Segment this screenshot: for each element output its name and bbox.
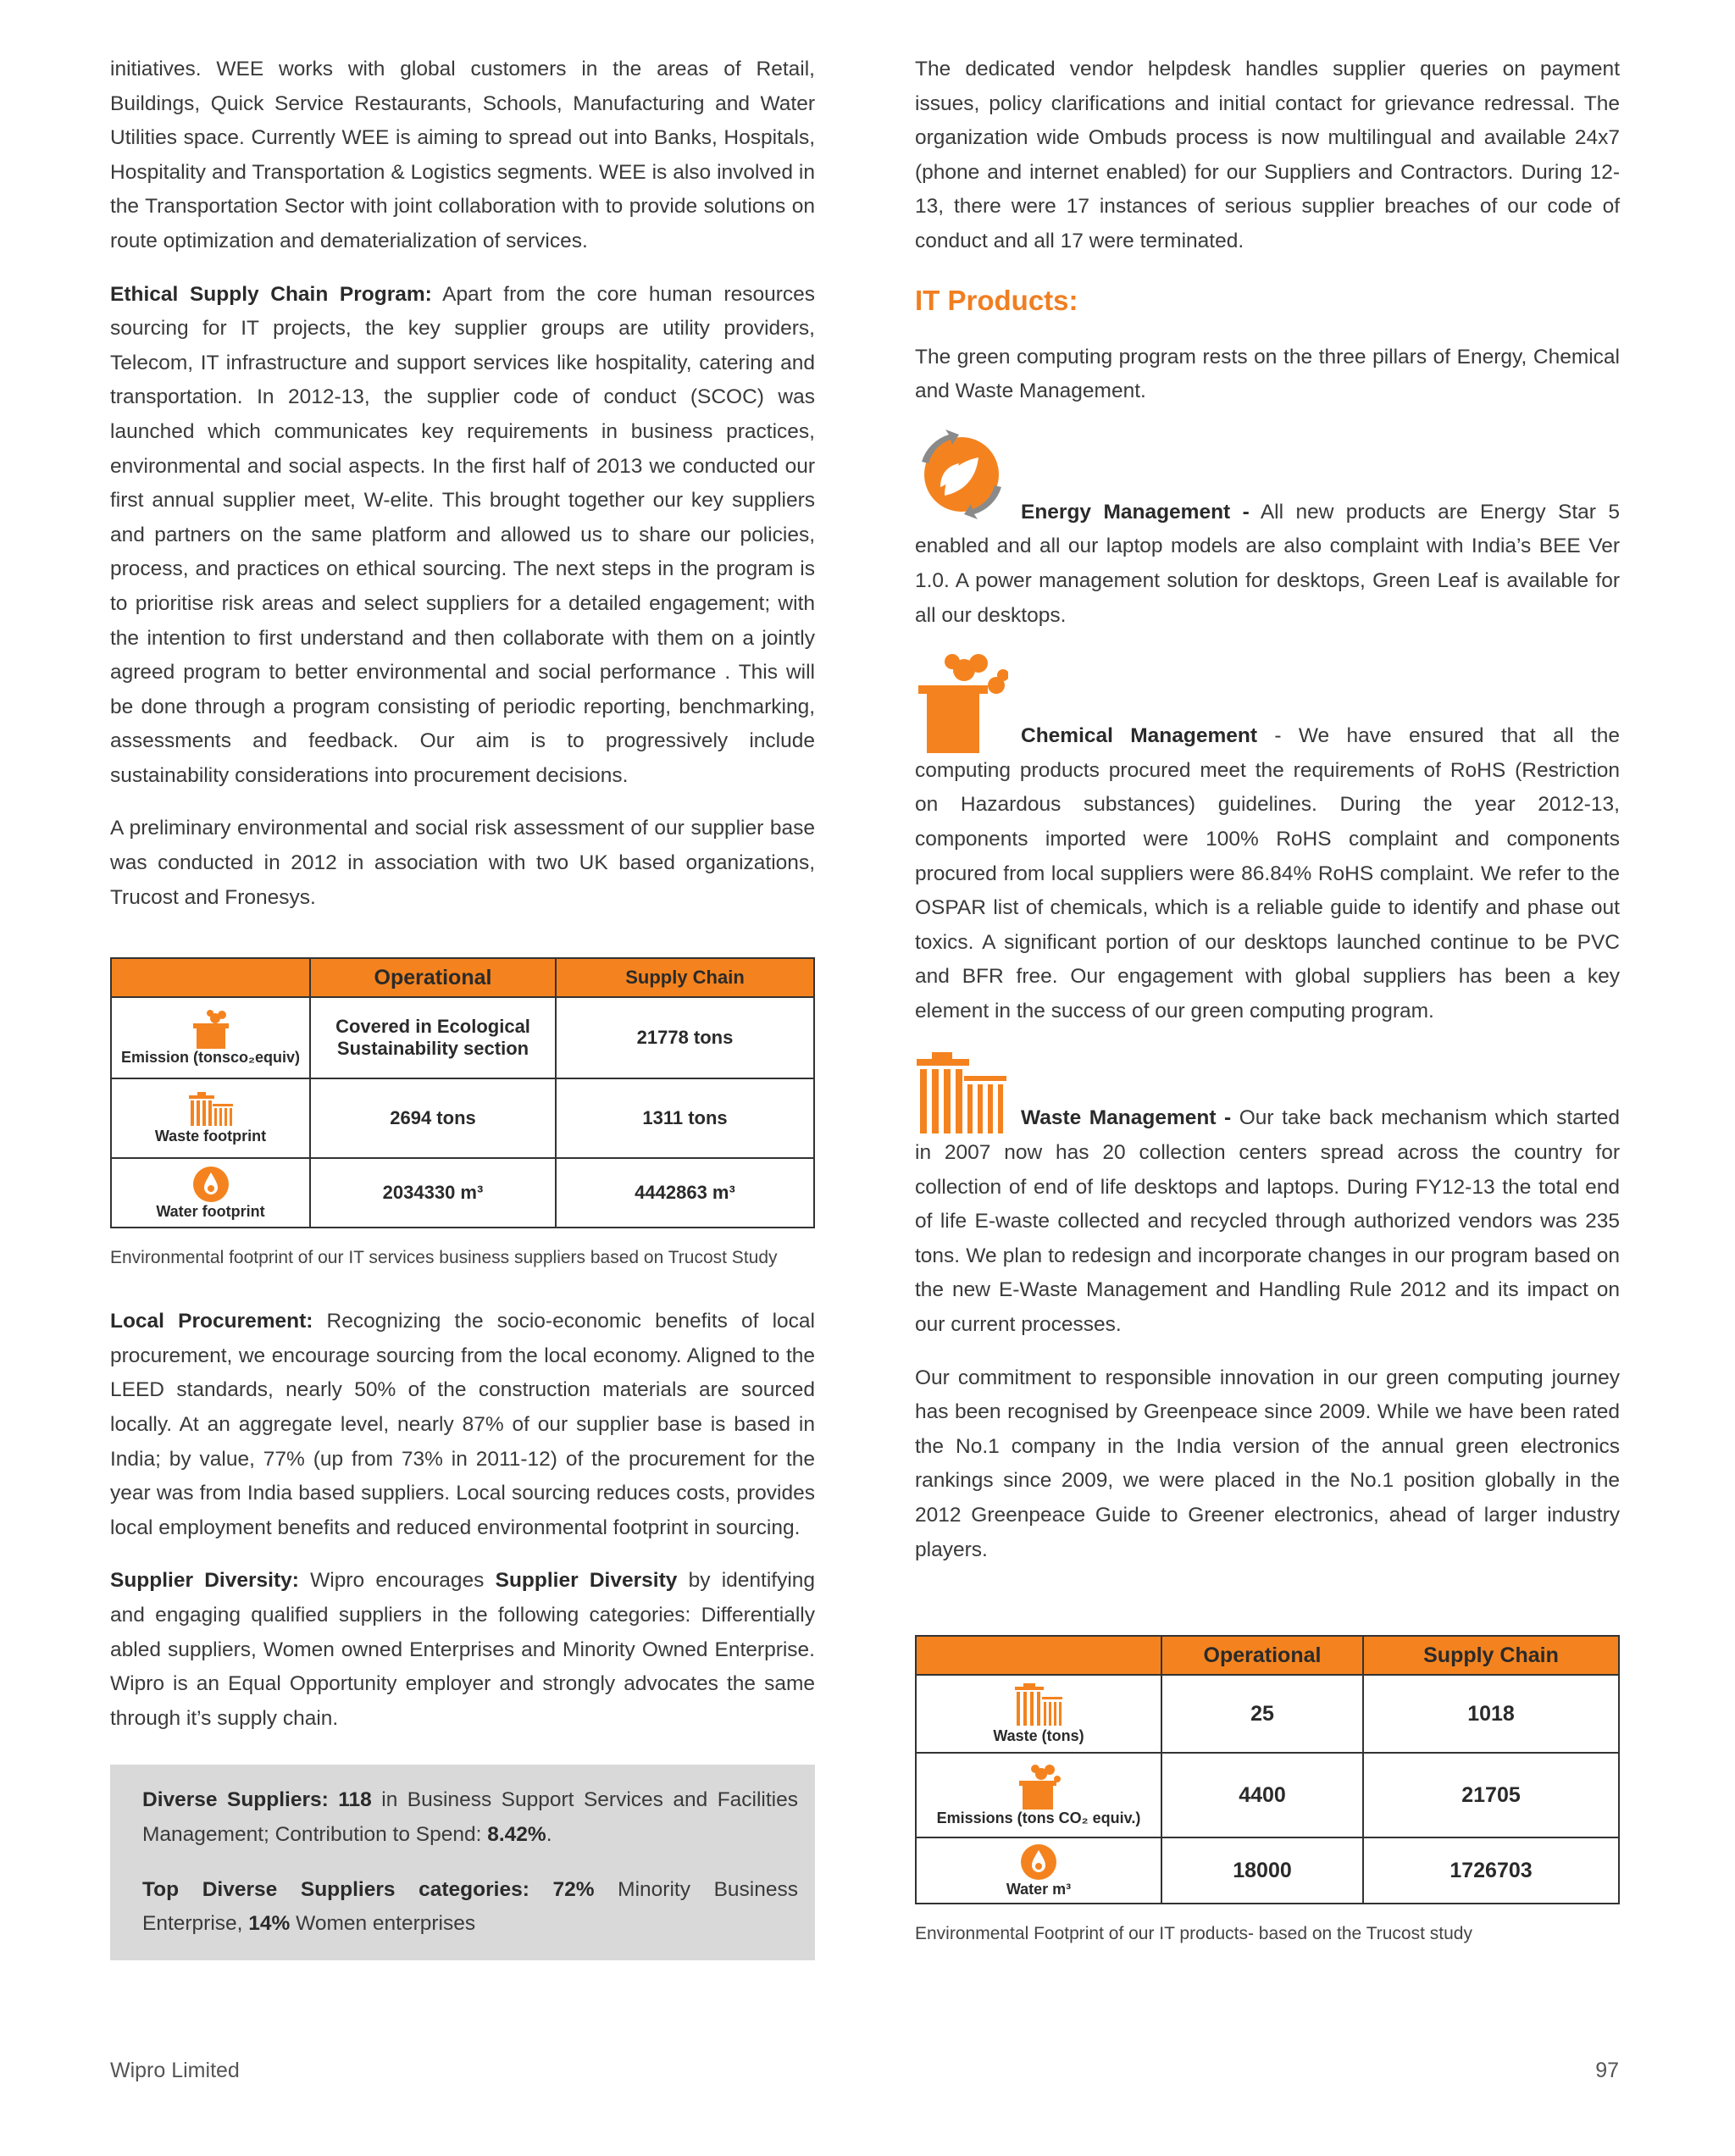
row-label: Waste footprint — [154, 1127, 267, 1145]
table-row — [111, 1078, 814, 1158]
top-categories-line — [142, 1873, 798, 1942]
operational-cell: Covered in Ecological Sustainability section — [310, 997, 556, 1078]
waste-text: Our take back mechanism which started in 2007 now has 20 collection centers spread across the country for collection of end of life desktops and laptops. During FY12-13 the total end of life E-waste collected and recycled through authorized vendors was 235 tons. We plan to redesign and incorporate changes in our program based on the new E-Waste Management and Handling Rule 2012 and its impact on our current processes. — [915, 1106, 1621, 1337]
chemical-title: Chemical Management — [1021, 724, 1258, 748]
operational-cell: 2694 tons — [310, 1078, 556, 1158]
table-row — [111, 997, 814, 1078]
water-drop-icon — [192, 1166, 230, 1203]
women-text: Women enterprises — [290, 1912, 476, 1936]
operational-cell: 2034330 m³ — [310, 1158, 556, 1228]
local-text: Recognizing the socio-economic benefits of local procurement, we encourage sourcing from the local economy. Aligned to the LEED standards, nearly 50% of the construction materials are sourced locally. At an aggregate level, nearly 87% of our supplier base is based in India; by value, 77% (up from 73% in 2011-12) of the procurement for the year was from India based suppliers. Local sourcing reduces costs, provides local employment benefits and reduced environmental footprint in sourcing. — [110, 1310, 815, 1539]
energy-text: All new products are Energy Star 5 enabled and all our laptop models are also complaint with India’s BEE Ver 1.0. A power management solution for desktops, Green Leaf is available for all our desktops. — [915, 500, 1620, 627]
it-products-footprint-table — [915, 1635, 1620, 1904]
supply-chain-cell: 4442863 m³ — [556, 1158, 814, 1228]
contribution-value: 8.42% — [487, 1822, 546, 1846]
supply-chain-cell: 1311 tons — [556, 1078, 814, 1158]
row-label-cell — [916, 1675, 1161, 1753]
row-label: Water footprint — [156, 1202, 265, 1220]
table-row — [916, 1753, 1619, 1837]
table-header-empty — [916, 1636, 1161, 1675]
table-header-operational: Operational — [310, 958, 556, 997]
factory-icon — [915, 651, 1008, 753]
diversity-bold: Supplier Diversity — [495, 1569, 678, 1593]
it-products-table-caption: Environmental Footprint of our IT products- based on the Trucost study — [915, 1924, 1472, 1944]
women-percent: 14% — [248, 1912, 291, 1936]
ethical-text: Apart from the core human resources sourcing for IT projects, the key supplier groups are utility providers, Telecom, IT infrastructure and support services like hospitality, catering and transportation. In 2012-13, the supplier code of conduct (SCOC) was launched which communicates key requirements in business practices, environmental and social aspects. In the first half of 2013 we conducted our first annual supplier meet, W-elite. This brought together our key suppliers and partners on the same platform and allowed us to share our policies, process, and practices on ethical sourcing. The next steps in the program is to prioritise risk areas and select suppliers for a detailed engagement; with the intention to first understand and then collaborate with them on a jointly agreed program to better environmental and social performance . This will be done through a program consisting of periodic reporting, benchmarking, assessments and feedback. Our aim is to progressively include sustainability considerations into procurement decisions. — [110, 282, 815, 787]
diverse-suppliers-count: Diverse Suppliers: 118 — [142, 1788, 372, 1812]
operational-cell: 4400 — [1161, 1753, 1363, 1837]
row-label-cell — [916, 1837, 1161, 1904]
waste-bin-icon — [1013, 1683, 1064, 1727]
row-label: Water m³ — [1006, 1880, 1072, 1898]
row-label: Emissions (tons CO₂ equiv.) — [936, 1809, 1141, 1826]
row-label-cell — [111, 1158, 310, 1228]
ethical-supply-paragraph — [110, 278, 815, 794]
table-row — [916, 1675, 1619, 1753]
factory-icon — [190, 1010, 232, 1049]
table-header-operational: Operational — [1161, 1636, 1363, 1675]
recycle-leaf-icon — [915, 428, 1008, 521]
table-row — [916, 1837, 1619, 1904]
local-procurement-paragraph — [110, 1305, 815, 1545]
ethical-title: Ethical Supply Chain Program: — [110, 282, 432, 306]
supply-chain-cell: 21778 tons — [556, 997, 814, 1078]
right-column — [915, 53, 1620, 1981]
chemical-paragraph — [915, 651, 1620, 1028]
operational-cell: 25 — [1161, 1675, 1363, 1753]
vendor-helpdesk-paragraph: The dedicated vendor helpdesk handles supplier queries on payment issues, policy clarifications and initial contact for grievance redressal. The organization wide Ombuds process is now multilingual and available 24x7 (phone and internet enabled) for our Suppliers and Contractors. During 12-13, there were 17 instances of serious supplier breaches of our code of conduct and all 17 were terminated. — [915, 58, 1620, 252]
diversity-text-2: by identifying and engaging qualified suppliers in the following categories: Differentially abled suppliers, Women owned Enterprises and Minority Owned Enterprise. Wipro is an Equal Opportunity employer and strongly advocates the same through it’s supply chain. — [110, 1569, 816, 1730]
supply-chain-cell: 21705 — [1363, 1753, 1619, 1837]
table-header-supply-chain: Supply Chain — [556, 958, 814, 997]
diversity-title: Supplier Diversity: — [110, 1569, 299, 1593]
diversity-summary-box — [110, 1765, 815, 1959]
waste-title: Waste Management - — [1021, 1106, 1232, 1130]
row-label: Emission (tonsco₂equiv) — [120, 1048, 301, 1066]
minority-text: Minority Business Enterprise, — [142, 1877, 798, 1936]
table-header-row — [916, 1636, 1619, 1675]
supplier-table-caption: Environmental footprint of our IT services business suppliers based on Trucost Study — [110, 1248, 778, 1268]
top-categories-label: Top Diverse Suppliers categories: 72% — [142, 1877, 595, 1901]
diversity-text: Wipro encourages — [298, 1569, 496, 1593]
supply-chain-cell: 1726703 — [1363, 1837, 1619, 1904]
local-title: Local Procurement: — [110, 1310, 313, 1333]
green-computing-paragraph: The green computing program rests on the three pillars of Energy, Chemical and Waste Management. — [915, 345, 1620, 403]
waste-section — [915, 1052, 1620, 1342]
waste-bin-icon — [915, 1052, 1008, 1133]
supplier-footprint-table — [110, 957, 815, 1228]
energy-title: Energy Management - — [1021, 500, 1250, 524]
left-column — [110, 53, 815, 1960]
intro-paragraph: initiatives. WEE works with global customers in the areas of Retail, Buildings, Quick Service Restaurants, Schools, Manufacturing and Water Utilities space. Currently WEE is aiming to spread out into Banks, Hospitals, Hospitality and Transportation & Logistics segments. WEE is also involved in the Transportation Sector with joint collaboration with to provide solutions on route optimization and dematerialization of services. — [110, 58, 815, 252]
water-drop-icon — [1020, 1843, 1057, 1881]
row-label-cell — [916, 1753, 1161, 1837]
row-label: Waste (tons) — [993, 1726, 1084, 1744]
diverse-suppliers-text: in Business Support Services and Facilities Management; Contribution to Spend: — [142, 1788, 798, 1846]
row-label-cell — [111, 1078, 310, 1158]
preliminary-paragraph: A preliminary environmental and social risk assessment of our supplier base was conducted in 2012 in association with two UK based organizations, Trucost and Fronesys. — [110, 817, 815, 909]
energy-paragraph — [915, 428, 1620, 633]
table-header-supply-chain: Supply Chain — [1363, 1636, 1619, 1675]
commitment-paragraph: Our commitment to responsible innovation in our green computing journey has been recognised by Greenpeace since 2009. While we have been rated the No.1 company in the India version of the annual green electronics rankings since 2009, we were placed in the No.1 position globally in the 2012 Greenpeace Guide to Greener electronics, ahead of larger industry players. — [915, 1366, 1620, 1561]
row-label-cell — [111, 997, 310, 1078]
it-products-heading: IT Products: — [915, 284, 1078, 316]
factory-icon — [1016, 1764, 1062, 1810]
energy-section — [915, 428, 1620, 633]
chemical-text: - We have ensured that all the computing products procured meet the requirements of RoHS (Restriction on Hazardous substances) guidelines. During the year 2012-13, components imported were 100% RoHS complaint and components procured from local suppliers were 86.84% RoHS complaint. We refer to the OSPAR list of chemicals, which is a reliable guide to identify and phase out toxics. A significant portion of our desktops launched continue to be PVC and BFR free. Our engagement with global suppliers has been a key element in the success of our green computing program. — [915, 724, 1620, 1023]
diverse-suppliers-line — [142, 1783, 798, 1852]
table-header-empty — [111, 958, 310, 997]
chemical-section — [915, 651, 1620, 1028]
supply-chain-cell: 1018 — [1363, 1675, 1619, 1753]
footer-company: Wipro Limited — [110, 2059, 240, 2082]
page-number: 97 — [1595, 2059, 1619, 2082]
table-row — [111, 1158, 814, 1228]
period: . — [546, 1822, 552, 1846]
table-header-row — [111, 958, 814, 997]
operational-cell: 18000 — [1161, 1837, 1363, 1904]
waste-paragraph — [915, 1052, 1620, 1342]
supplier-diversity-paragraph — [110, 1564, 815, 1736]
waste-bin-icon — [187, 1092, 235, 1128]
